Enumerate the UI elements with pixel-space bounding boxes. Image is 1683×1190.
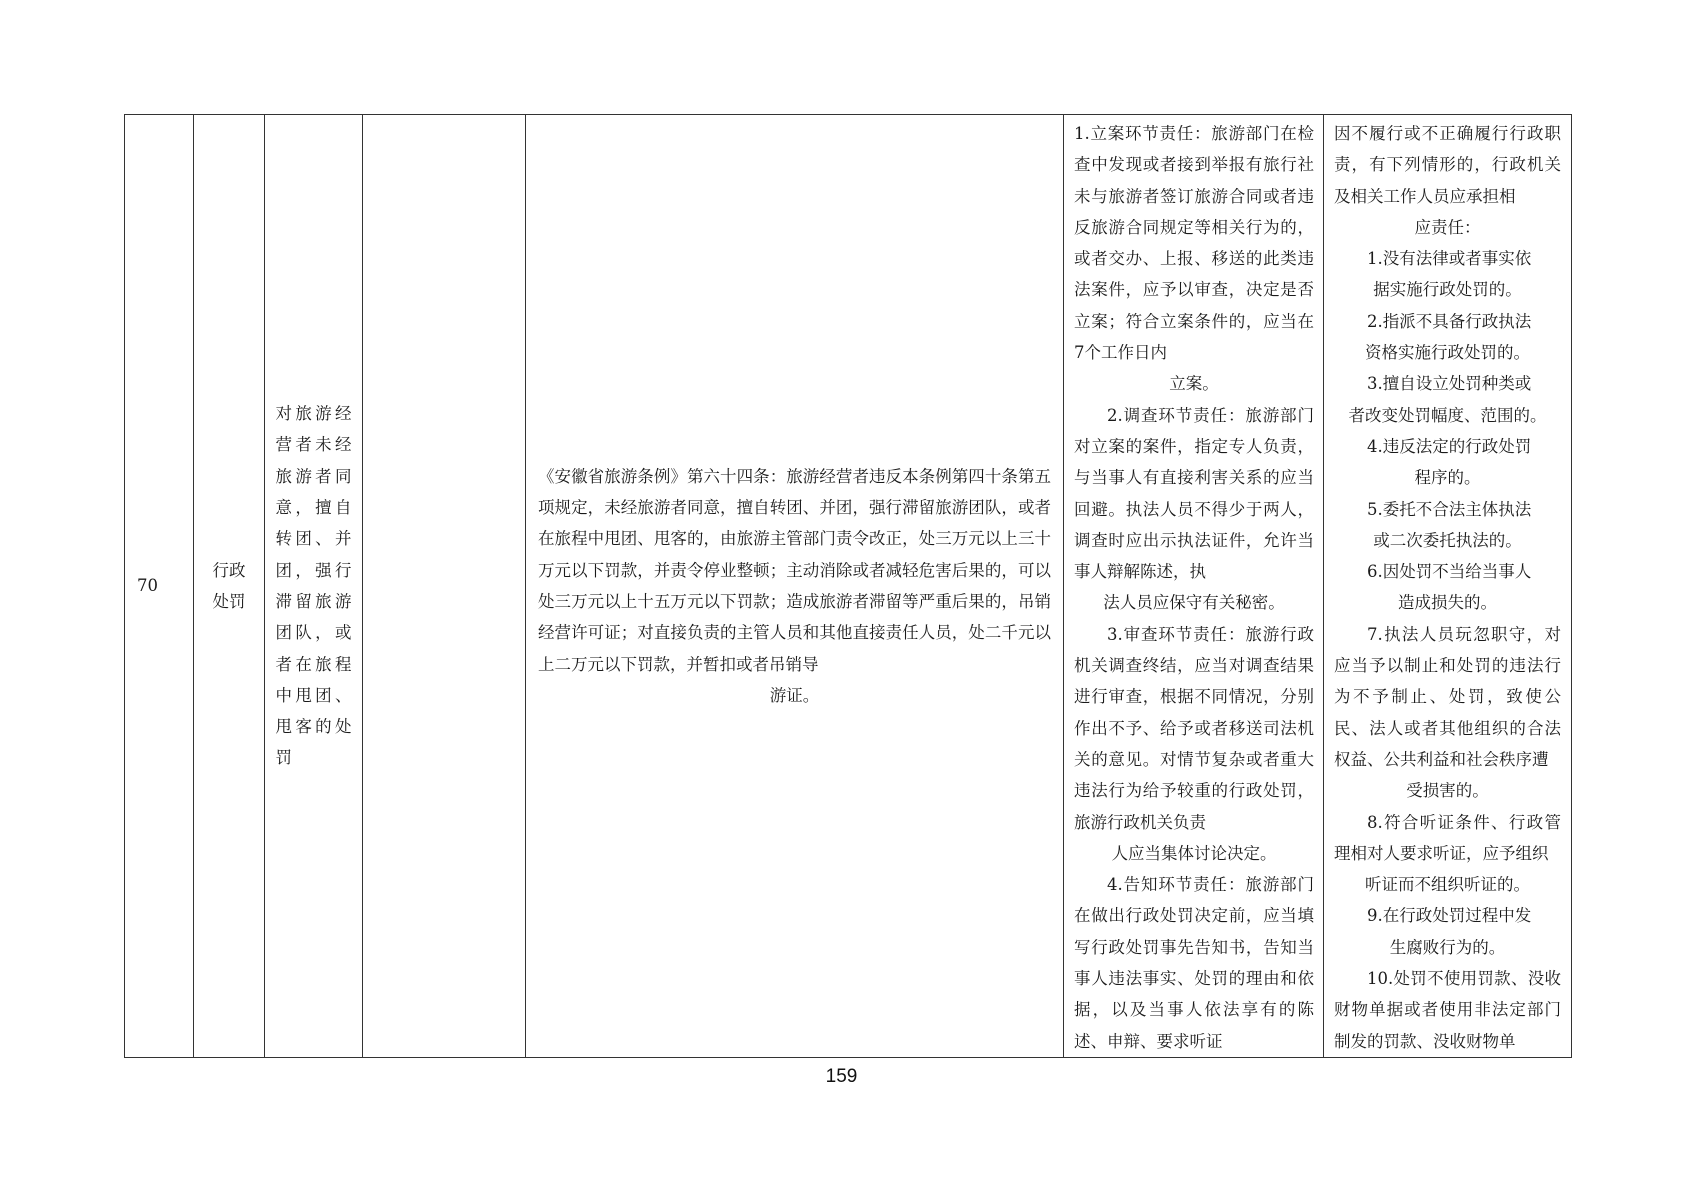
responsibility-paragraph	[1074, 118, 1314, 400]
subitem-cell	[363, 115, 526, 1058]
table-row	[125, 115, 1572, 1058]
power-type-cell	[194, 115, 265, 1058]
liability-text-tail: 据实施行政处罚的。	[1373, 280, 1522, 300]
page-number: 159	[825, 1066, 858, 1087]
responsibility-paragraph	[1074, 869, 1314, 1057]
liability-text-tail: 资格实施行政处罚的。	[1365, 343, 1530, 363]
liability-paragraph	[1334, 368, 1561, 431]
liability-text: 10.处罚不使用罚款、没收财物单据或者使用非法定部门制发的罚款、没收财物单	[1334, 969, 1561, 1051]
liability-intro-text: 因不履行或不正确履行行政职责，有下列情形的，行政机关及相关工作人员应承担相	[1334, 124, 1561, 206]
liability-intro	[1334, 118, 1561, 243]
liability-paragraph	[1334, 900, 1561, 963]
power-type: 行政处罚	[212, 560, 246, 611]
legal-basis-cell	[526, 115, 1064, 1058]
responsibility-paragraph	[1074, 400, 1314, 619]
liability-paragraph	[1334, 243, 1561, 306]
responsibility-list	[1074, 118, 1314, 1057]
liability-text-tail: 生腐败行为的。	[1389, 937, 1506, 957]
liability-intro-tail: 应责任：	[1414, 217, 1481, 237]
responsibility-cell	[1064, 115, 1324, 1058]
liability-text: 7.执法人员玩忽职守，对应当予以制止和处罚的违法行为不予制止、处罚，致使公民、法人或者其他组织的合法权益、公共利益和社会秩序遭	[1334, 624, 1561, 769]
liability-text: 6.因处罚不当给当事人	[1367, 562, 1532, 582]
liability-text-tail: 或二次委托执法的。	[1373, 530, 1522, 550]
responsibility-text-tail: 法人员应保守有关秘密。	[1103, 593, 1285, 613]
responsibility-text: 2.调查环节责任：旅游部门对立案的案件，指定专人负责，与当事人有直接利害关系的应当回避。执法人员不得少于两人，调查时应出示执法证件，允许当事人辩解陈述，执	[1074, 405, 1314, 582]
liability-cell	[1324, 115, 1572, 1058]
responsibility-text-tail: 立案。	[1169, 374, 1219, 394]
responsibility-paragraph	[1074, 619, 1314, 869]
liability-text: 1.没有法律或者事实依	[1367, 249, 1532, 269]
liability-paragraph	[1334, 306, 1561, 369]
responsibility-text-tail: 人应当集体讨论决定。	[1111, 843, 1277, 863]
liability-text-tail: 者改变处罚幅度、范围的。	[1348, 405, 1547, 425]
row-number: 70	[137, 576, 158, 596]
power-item-name: 对旅游经营者未经旅游者同意，擅自转团、并团，强行滞留旅游团队，或者在旅程中甩团、甩客的处罚	[275, 404, 352, 768]
responsibility-text: 1.立案环节责任：旅游部门在检查中发现或者接到举报有旅行社未与旅游者签订旅游合同或者违反旅游合同规定等相关行为的，或者交办、上报、移送的此类违法案件，应予以审查，决定是否立案；符合立案条件的，应当在7个工作日内	[1074, 124, 1314, 363]
liability-text: 4.违反法定的行政处罚	[1367, 436, 1532, 456]
liability-list	[1334, 243, 1561, 1057]
legal-basis-text: 《安徽省旅游条例》第六十四条：旅游经营者违反本条例第四十条第五项规定，未经旅游者同意，擅自转团、并团，强行滞留旅游团队，或者在旅程中甩团、甩客的，由旅游主管部门责令改正，处三万元以上三十万元以下罚款，并责令停业整顿；主动消除或者减轻危害后果的，可以处三万元以上十五万元以下罚款；造成旅游者滞留等严重后果的，吊销经营许可证；对直接负责的主管人员和其他直接责任人员，处二千元以上二万元以下罚款，并暂扣或者吊销导	[538, 466, 1051, 674]
legal-basis-text-tail: 游证。	[769, 685, 820, 705]
liability-text: 8.符合听证条件、行政管理相对人要求听证，应予组织	[1334, 812, 1561, 863]
liability-paragraph	[1334, 807, 1561, 901]
liability-text-tail: 听证而不组织听证的。	[1365, 875, 1530, 895]
liability-text-tail: 受损害的。	[1406, 781, 1489, 801]
liability-text: 9.在行政处罚过程中发	[1367, 906, 1532, 926]
liability-text: 5.委托不合法主体执法	[1367, 499, 1532, 519]
liability-paragraph	[1334, 556, 1561, 619]
liability-text-tail: 程序的。	[1414, 468, 1481, 488]
liability-paragraph	[1334, 963, 1561, 1057]
liability-paragraph	[1334, 494, 1561, 557]
liability-text-tail: 造成损失的。	[1398, 593, 1497, 613]
responsibility-text: 4.告知环节责任：旅游部门在做出行政处罚决定前，应当填写行政处罚事先告知书，告知当事人违法事实、处罚的理由和依据，以及当事人依法享有的陈述、申辩、要求听证	[1074, 875, 1314, 1051]
power-list-table	[124, 114, 1572, 1058]
liability-paragraph	[1334, 619, 1561, 807]
power-item-cell	[265, 115, 363, 1058]
responsibility-text: 3.审查环节责任：旅游行政机关调查终结，应当对调查结果进行审查，根据不同情况，分别作出不予、给予或者移送司法机关的意见。对情节复杂或者重大违法行为给予较重的行政处罚，旅游行政机关负责	[1074, 624, 1314, 832]
liability-text: 2.指派不具备行政执法	[1367, 311, 1532, 331]
liability-text: 3.擅自设立处罚种类或	[1367, 374, 1532, 394]
liability-paragraph	[1334, 431, 1561, 494]
row-number-cell	[125, 115, 194, 1058]
